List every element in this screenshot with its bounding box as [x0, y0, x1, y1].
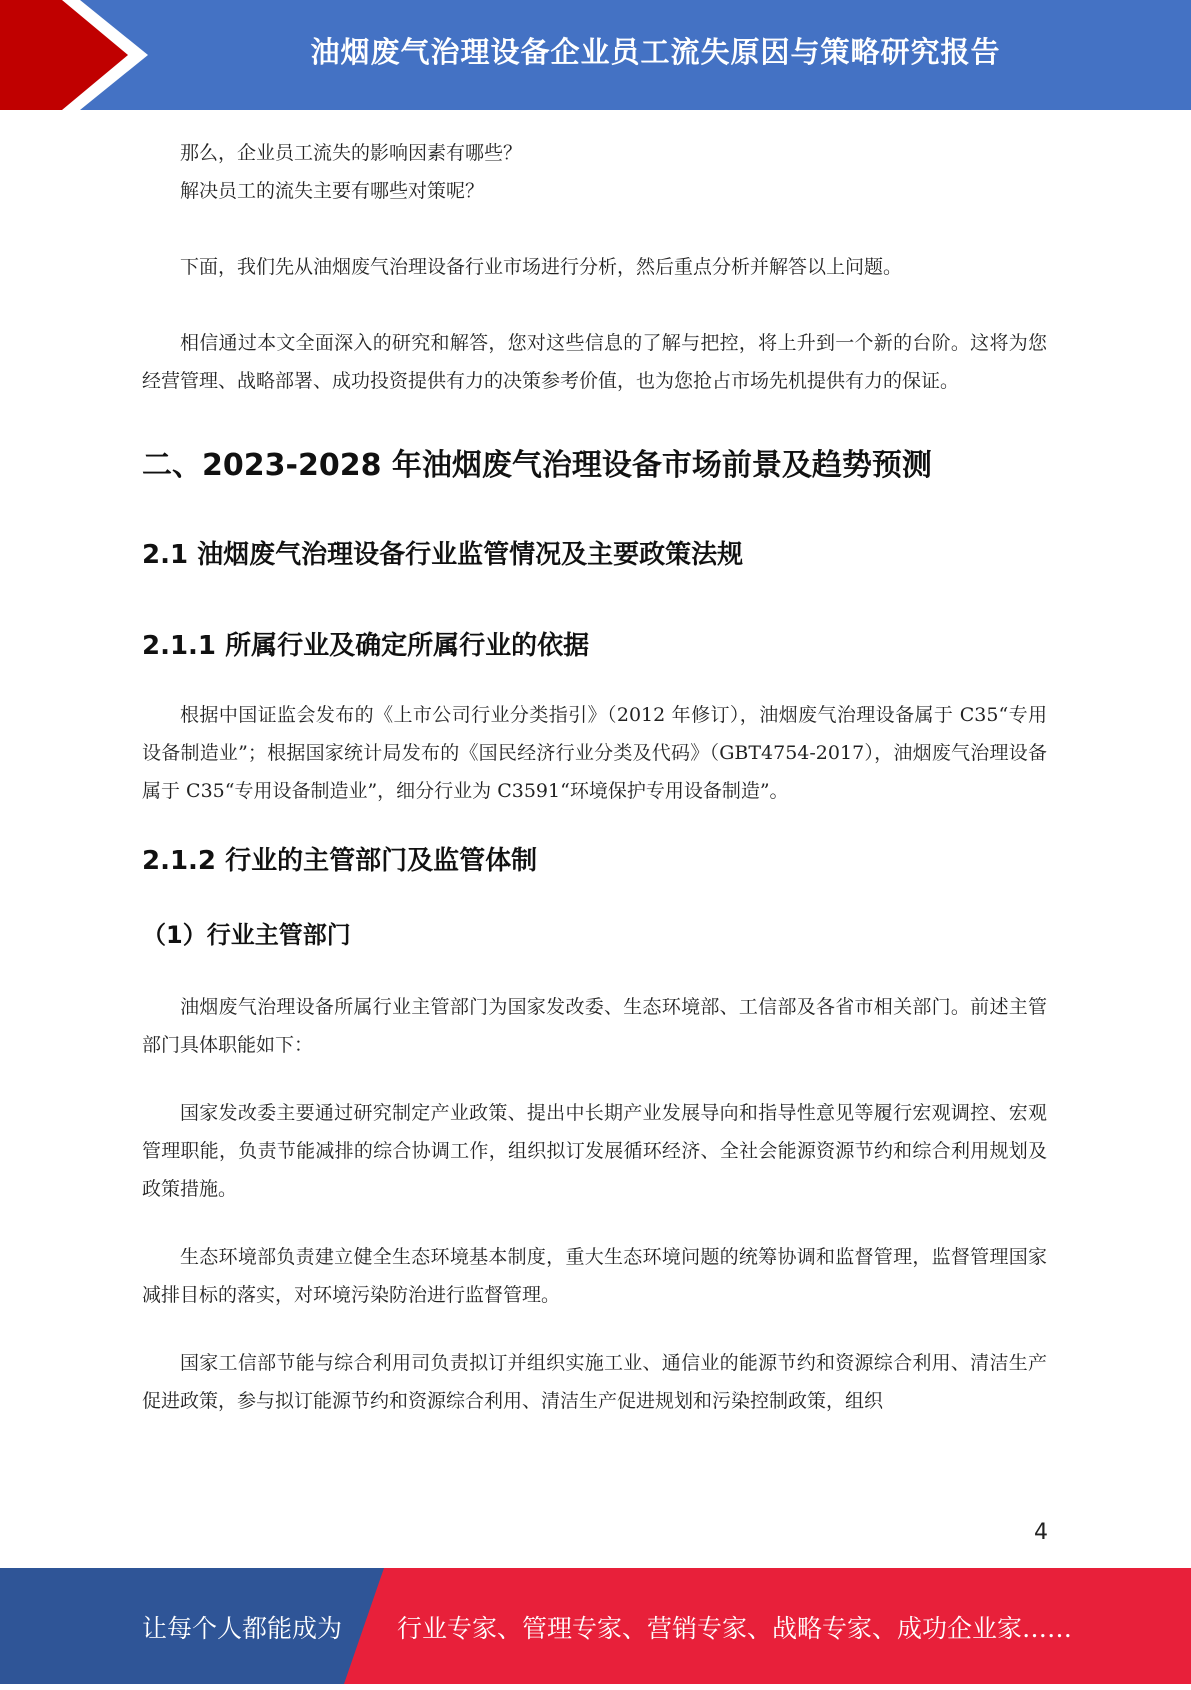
document-body	[142, 134, 1047, 1420]
section-heading-2-1: 2.1 油烟废气治理设备行业监管情况及主要政策法规	[142, 540, 744, 570]
paragraph-industry-classification: 根据中国证监会发布的《上市公司行业分类指引》（2012 年修订），油烟废气治理设备属于 C35“专用设备制造业”；根据国家统计局发布的《国民经济行业分类及代码》（GBT4754-2017），油烟废气治理设备属于 C35“专用设备制造业”，细分行业为 C3591“环境保护专用设备制造”。	[142, 704, 1047, 802]
footer-slogan-right: 行业专家、管理专家、营销专家、战略专家、成功企业家……	[397, 1614, 1073, 1643]
intro-question-1: 那么，企业员工流失的影响因素有哪些？	[180, 142, 523, 164]
section-heading-2-1-2: 2.1.2 行业的主管部门及监管体制	[142, 846, 538, 876]
paragraph-miit: 国家工信部节能与综合利用司负责拟订并组织实施工业、通信业的能源节约和资源综合利用、清洁生产促进政策，参与拟订能源节约和资源综合利用、清洁生产促进规划和污染控制政策，组织	[142, 1352, 1047, 1412]
section-heading-2: 二、2023-2028 年油烟废气治理设备市场前景及趋势预测	[142, 448, 932, 483]
intro-paragraph-2: 相信通过本文全面深入的研究和解答，您对这些信息的了解与把控，将上升到一个新的台阶。这将为您经营管理、战略部署、成功投资提供有力的决策参考价值，也为您抢占市场先机提供有力的保证。	[142, 332, 1047, 392]
paragraph-ndrc: 国家发改委主要通过研究制定产业政策、提出中长期产业发展导向和指导性意见等履行宏观调控、宏观管理职能，负责节能减排的综合协调工作，组织拟订发展循环经济、全社会能源资源节约和综合利用规划及政策措施。	[142, 1102, 1047, 1200]
paragraph-mee: 生态环境部负责建立健全生态环境基本制度，重大生态环境问题的统筹协调和监督管理，监督管理国家减排目标的落实，对环境污染防治进行监督管理。	[142, 1246, 1047, 1306]
footer-slogan-left: 让每个人都能成为	[142, 1614, 343, 1643]
page-header	[0, 0, 1191, 110]
intro-question-2: 解决员工的流失主要有哪些对策呢？	[180, 180, 485, 202]
page-number: 4	[1034, 1520, 1048, 1545]
section-heading-2-1-1: 2.1.1 所属行业及确定所属行业的依据	[142, 631, 590, 661]
header-title: 油烟废气治理设备企业员工流失原因与策略研究报告	[310, 35, 1001, 69]
intro-paragraph-1: 下面，我们先从油烟废气治理设备行业市场进行分析，然后重点分析并解答以上问题。	[180, 256, 903, 278]
page-footer	[0, 1568, 1191, 1684]
paragraph-authorities: 油烟废气治理设备所属行业主管部门为国家发改委、生态环境部、工信部及各省市相关部门。前述主管部门具体职能如下：	[142, 996, 1047, 1056]
subheading-authorities: （1）行业主管部门	[142, 921, 351, 949]
